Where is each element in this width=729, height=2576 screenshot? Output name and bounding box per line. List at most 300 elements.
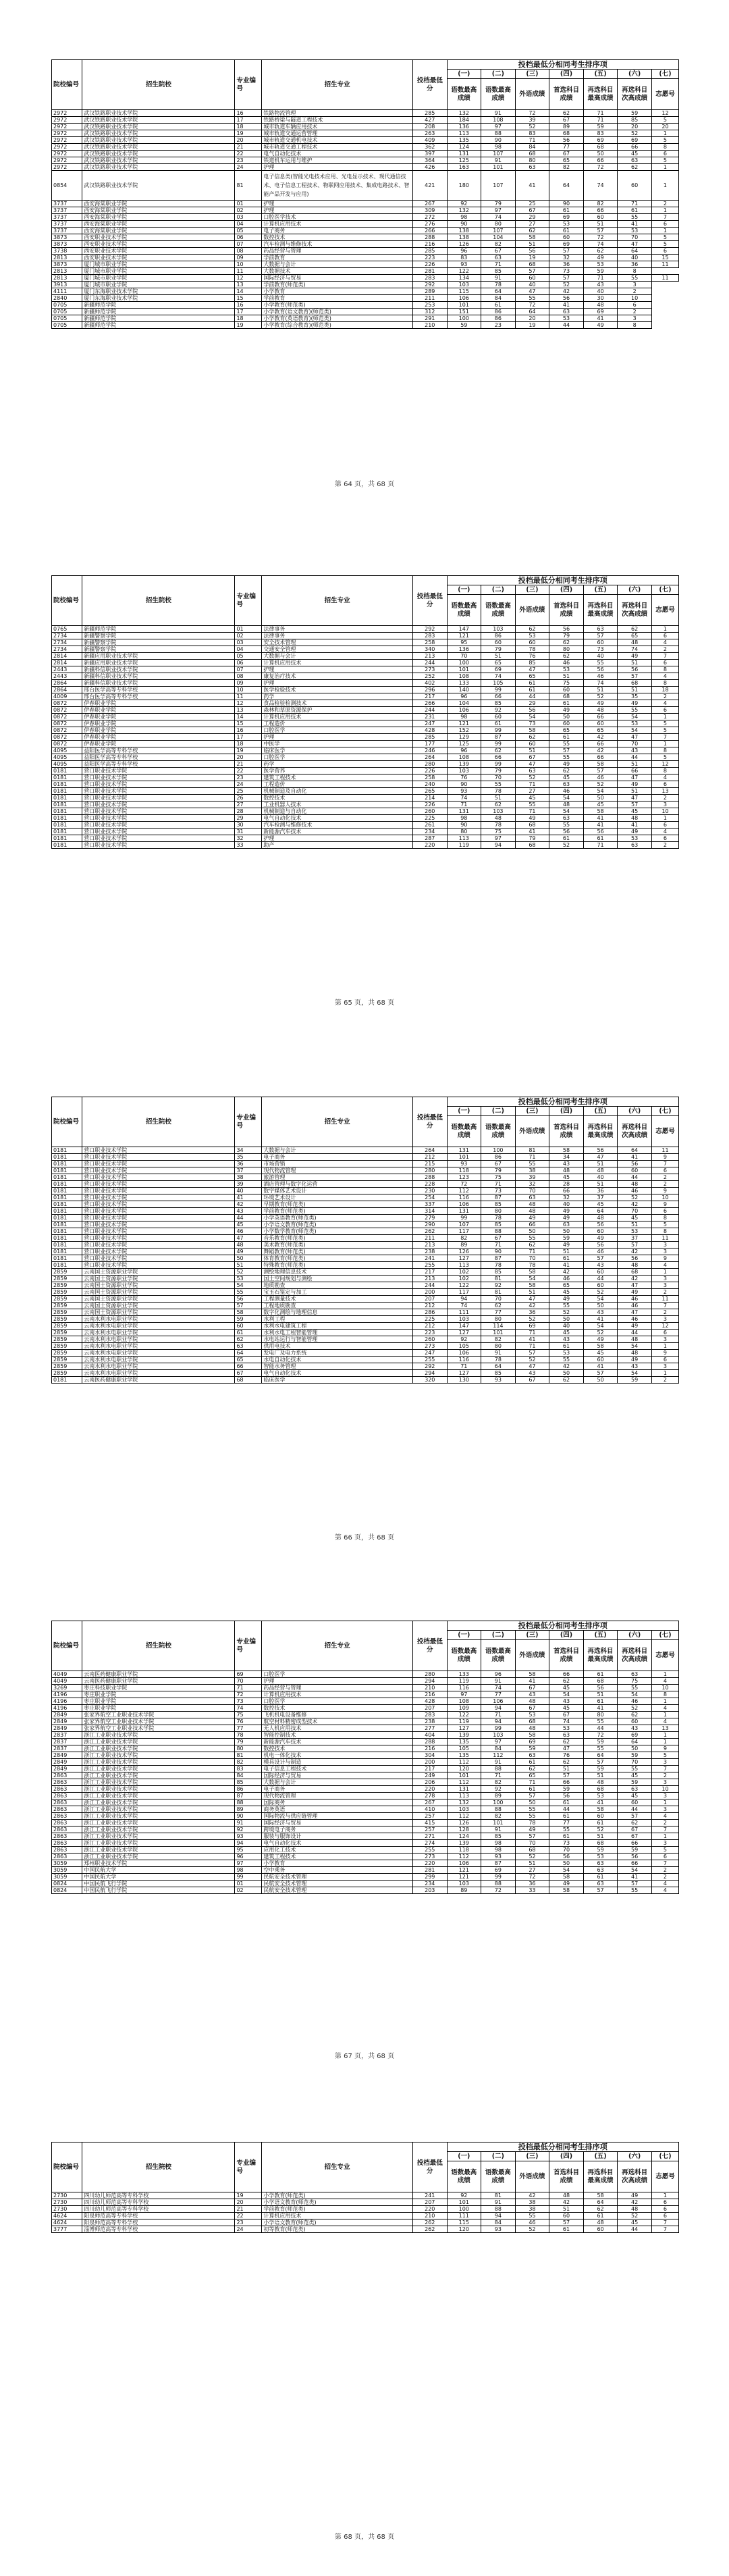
- col-header-rank-num-2: (二): [481, 585, 516, 595]
- table-cell: 101: [481, 1820, 516, 1826]
- table-row: [52, 1296, 679, 1303]
- table-cell: 73: [583, 646, 618, 653]
- table-cell: 营口职业技术学院: [82, 774, 235, 781]
- table-cell: 新疆警察学院: [82, 639, 235, 646]
- table-cell: 城市轨道交通工程技术: [262, 144, 413, 151]
- table-cell: 61: [515, 1786, 549, 1793]
- table-cell: 241: [412, 1255, 447, 1262]
- table-cell: 85: [481, 1370, 516, 1377]
- table-cell: 42: [618, 1201, 652, 1208]
- table-cell: 药品经营与管理: [262, 1685, 413, 1691]
- table-cell: 88: [481, 2206, 516, 2213]
- col-header-rank-label-1: 语数最高成绩: [447, 1116, 481, 1147]
- table-cell: 2859: [52, 1309, 82, 1316]
- table-cell: 2859: [52, 1350, 82, 1357]
- table-cell: 51: [618, 761, 652, 768]
- table-cell: 60: [618, 1799, 652, 1806]
- table-cell: 7: [651, 214, 678, 221]
- table-cell: 428: [412, 727, 447, 734]
- table-cell: 90: [447, 822, 481, 829]
- table-row: [52, 151, 679, 157]
- table-cell: 02: [235, 1887, 262, 1894]
- table-cell: 63: [583, 1867, 618, 1874]
- col-header-school: 招生院校: [82, 1621, 235, 1671]
- table-row: [52, 275, 679, 282]
- table-cell: 1: [651, 1343, 678, 1350]
- table-cell: 100: [447, 2206, 481, 2213]
- table-cell: 8: [618, 268, 652, 275]
- table-row: [52, 282, 679, 288]
- table-cell: 工程地质勘查: [262, 1303, 413, 1309]
- table-cell: 4: [651, 829, 678, 835]
- table-cell: 0181: [52, 1194, 82, 1201]
- table-cell: 12: [651, 761, 678, 768]
- table-cell-major-long: 电子信息类(智能光电技术应用、光电显示技术、现代通信技术、电子信息工程技术、物联网应用技术、集成电路技术、智能产品开发与应用): [262, 171, 413, 201]
- table-cell: 60: [235, 1323, 262, 1330]
- table-cell: 50: [549, 1228, 584, 1235]
- table-cell: 91: [481, 1678, 516, 1685]
- table-cell: 72: [583, 1732, 618, 1739]
- table-cell: 32: [549, 1194, 584, 1201]
- table-cell: 103: [447, 282, 481, 288]
- table-cell: 71: [515, 1343, 549, 1350]
- col-header-rank-label-5: 再选科目最高成绩: [583, 79, 618, 110]
- table-cell: 2813: [52, 268, 82, 275]
- table-cell: 4049: [52, 1678, 82, 1685]
- table-cell: 6: [651, 1357, 678, 1363]
- table-cell: 供用电技术: [262, 1343, 413, 1350]
- table-cell: 260: [412, 808, 447, 815]
- table-row: [52, 754, 679, 761]
- table-cell: 云南水利水电职业学院: [82, 1363, 235, 1370]
- table-cell: 四川幼儿师范高等专科学校: [82, 2206, 235, 2213]
- table-cell: 112: [447, 1813, 481, 1820]
- table-cell: 武汉铁路职业技术学院: [82, 130, 235, 137]
- table-cell: 94: [481, 1705, 516, 1712]
- table-cell: 61: [549, 228, 584, 234]
- table-cell: 61: [549, 1833, 584, 1840]
- table-cell: 56: [618, 666, 652, 673]
- table-cell: 104: [447, 700, 481, 707]
- table-cell: 79: [549, 633, 584, 639]
- table-cell: 3: [651, 1336, 678, 1343]
- table-cell: 57: [549, 275, 584, 282]
- table-cell: 36: [583, 1188, 618, 1194]
- table-cell: 76: [447, 774, 481, 781]
- table-cell: 87: [481, 734, 516, 741]
- table-cell: 55: [515, 1806, 549, 1813]
- table-cell: 59: [549, 1235, 584, 1242]
- table-cell: 38: [515, 2199, 549, 2206]
- table-cell: 62: [549, 1739, 584, 1745]
- table-cell: 220: [412, 1786, 447, 1793]
- table-cell: 9: [651, 1745, 678, 1752]
- table-cell: 86: [481, 1154, 516, 1161]
- table-cell: 营口职业技术学院: [82, 1242, 235, 1248]
- table-cell: 云南水利水电职业学院: [82, 1370, 235, 1377]
- table-cell: 55: [515, 2213, 549, 2219]
- table-cell: 127: [447, 1370, 481, 1377]
- table-cell: 1: [651, 815, 678, 822]
- table-cell: 234: [412, 1881, 447, 1887]
- table-cell: 8: [651, 768, 678, 774]
- table-cell: 28: [549, 1181, 584, 1188]
- table-cell: 医学营养: [262, 768, 413, 774]
- table-cell: 70: [618, 1759, 652, 1766]
- table-cell: 63: [481, 255, 516, 261]
- table-cell: 77: [481, 1309, 516, 1316]
- table-cell: 口腔医学: [262, 1671, 413, 1678]
- table-cell: 2863: [52, 1847, 82, 1854]
- table-cell: 291: [412, 315, 447, 322]
- table-cell: 48: [618, 1350, 652, 1357]
- table-cell: 66: [618, 144, 652, 151]
- table-cell: 中国民航大学: [82, 1867, 235, 1874]
- table-cell: 106: [447, 1860, 481, 1867]
- table-cell: 119: [447, 1718, 481, 1725]
- table-cell: 287: [412, 835, 447, 842]
- page-footer: 第 68 页，共 68 页: [334, 2533, 395, 2541]
- table-cell: 益阳医学高等专科学校: [82, 761, 235, 768]
- table-cell: 2972: [52, 157, 82, 164]
- table-row: [52, 639, 679, 646]
- table-row: [52, 1820, 679, 1826]
- table-cell: 8: [651, 680, 678, 687]
- table-cell: 80: [549, 646, 584, 653]
- table-cell: 76: [235, 1718, 262, 1725]
- table-cell: 2: [651, 693, 678, 700]
- table-header: [52, 576, 679, 626]
- table-cell: 58: [515, 1732, 549, 1739]
- table-cell: 80: [481, 1343, 516, 1350]
- table-cell: 4: [651, 1718, 678, 1725]
- table-cell: 52: [515, 1357, 549, 1363]
- table-cell: 27: [515, 221, 549, 228]
- table-cell: 0181: [52, 1208, 82, 1215]
- table-cell: 64: [549, 171, 584, 201]
- table-cell: 85: [481, 1221, 516, 1228]
- table-cell: 营口职业技术学院: [82, 788, 235, 795]
- col-header-rank-num-4: (四): [549, 2152, 584, 2161]
- table-cell: 计算机应用技术: [262, 2213, 413, 2219]
- table-cell: 6: [651, 221, 678, 228]
- table-cell: 79: [481, 201, 516, 207]
- table-cell: 46: [618, 1303, 652, 1309]
- table-cell: 225: [412, 815, 447, 822]
- table-cell: 舞蹈教育(师范类): [262, 1248, 413, 1255]
- table-cell: 50: [583, 1377, 618, 1384]
- table-cell: 71: [583, 110, 618, 117]
- table-cell: 77: [549, 144, 584, 151]
- table-cell: 55: [618, 707, 652, 714]
- table-cell: 民航安全技术管理: [262, 1881, 413, 1887]
- table-cell: 49: [618, 1289, 652, 1296]
- table-cell: 浙江工业职业技术学院: [82, 1854, 235, 1860]
- table-cell: 96: [447, 248, 481, 255]
- table-cell: 2: [651, 1820, 678, 1826]
- table-cell: 01: [235, 1881, 262, 1887]
- table-cell: 200: [412, 1759, 447, 1766]
- table-cell: 91: [481, 1759, 516, 1766]
- table-cell: 2849: [52, 1718, 82, 1725]
- table-row: [52, 117, 679, 124]
- table-cell: 音乐教育(师范类): [262, 1235, 413, 1242]
- col-header-major: 招生专业: [262, 1621, 413, 1671]
- table-cell: 11: [651, 261, 678, 268]
- table-cell: 75: [235, 1712, 262, 1718]
- col-header-rank-num-1: (一): [447, 585, 481, 595]
- table-cell: 45: [618, 808, 652, 815]
- table-cell: 1: [651, 1269, 678, 1276]
- table-cell: 10: [651, 1786, 678, 1793]
- table-cell: 81: [235, 1752, 262, 1759]
- table-cell: 44: [618, 754, 652, 761]
- table-cell: 5: [651, 157, 678, 164]
- table-cell: 71: [583, 275, 618, 282]
- table-row: [52, 1725, 679, 1732]
- header-row-1: [52, 60, 679, 70]
- table-cell: 云南水利水电职业学院: [82, 1357, 235, 1363]
- table-cell: 113: [447, 1262, 481, 1269]
- table-cell: 西安职业技术学院: [82, 241, 235, 248]
- table-cell: 阳泉师范高等专科学校: [82, 2219, 235, 2226]
- table-cell: 74: [583, 241, 618, 248]
- col-header-rank-label-4: 首选科目成绩: [549, 1640, 584, 1671]
- table-row: [52, 1759, 679, 1766]
- table-cell: 武汉铁路职业技术学院: [82, 124, 235, 130]
- table-cell: 11: [651, 1235, 678, 1242]
- table-cell: 45: [235, 1221, 262, 1228]
- col-header-rank-num-6: (六): [618, 1631, 652, 1640]
- table-cell: 中医学: [262, 741, 413, 747]
- table-cell: 58: [235, 1309, 262, 1316]
- table-cell: 57: [583, 1759, 618, 1766]
- table-cell: 2837: [52, 1745, 82, 1752]
- table-cell: 69: [481, 1867, 516, 1874]
- table-cell: 7: [651, 1766, 678, 1772]
- table-cell: 护理: [262, 164, 413, 171]
- table-cell: 浙江工业职业技术学院: [82, 1833, 235, 1840]
- table-cell: 152: [447, 727, 481, 734]
- table-cell: 60: [549, 720, 584, 727]
- table-cell: 99: [447, 1215, 481, 1221]
- table-cell: 93: [447, 261, 481, 268]
- table-cell: 2730: [52, 2199, 82, 2206]
- table-cell: 2734: [52, 646, 82, 653]
- table-cell: 210: [412, 1685, 447, 1691]
- table-cell: 66: [618, 1840, 652, 1847]
- table-cell: 98: [481, 1847, 516, 1854]
- table-cell: 75: [481, 829, 516, 835]
- table-cell: 41: [583, 1316, 618, 1323]
- table-row: [52, 1718, 679, 1725]
- table-cell: 33: [515, 1887, 549, 1894]
- table-cell: 72: [583, 164, 618, 171]
- table-cell: 131: [447, 1147, 481, 1154]
- table-cell: 51: [515, 747, 549, 754]
- table-cell: 枣庄职业学院: [82, 1698, 235, 1705]
- table-cell: 267: [412, 1799, 447, 1806]
- table-cell: 68: [583, 1840, 618, 1847]
- table-cell: 139: [447, 1840, 481, 1847]
- table-row: [52, 1201, 679, 1208]
- table-cell: 184: [447, 117, 481, 124]
- table-cell: 伊春职业学院: [82, 734, 235, 741]
- table-cell: 91: [481, 1826, 516, 1833]
- table-cell: 44: [583, 1725, 618, 1732]
- table-cell: 272: [412, 214, 447, 221]
- table-cell: 计算机应用技术: [262, 1691, 413, 1698]
- table-cell: 新疆师范学院: [82, 626, 235, 633]
- table-cell: 3269: [52, 1685, 82, 1691]
- table-cell: 59: [618, 1779, 652, 1786]
- table-cell: 助产: [262, 842, 413, 849]
- table-cell: 217: [412, 1766, 447, 1772]
- table-cell: 7: [651, 1303, 678, 1309]
- table-cell: 68: [549, 130, 584, 137]
- table-cell: 58: [515, 727, 549, 734]
- table-cell: 早期教育(师范类): [262, 1201, 413, 1208]
- table-cell: 41: [583, 822, 618, 829]
- table-cell: 66: [618, 1860, 652, 1867]
- table-cell: 43: [583, 282, 618, 288]
- table-cell: 52: [583, 1330, 618, 1336]
- table-cell: 71: [515, 781, 549, 788]
- score-table: [51, 2142, 679, 2233]
- table-cell: 5: [651, 241, 678, 248]
- table-cell: 19: [235, 322, 262, 329]
- table-cell: 小学数学教育(师范类): [262, 1228, 413, 1235]
- table-cell: 255: [412, 1357, 447, 1363]
- table-cell: 浙江工业职业技术学院: [82, 1759, 235, 1766]
- table-cell: 58: [583, 1343, 618, 1350]
- table-cell: 57: [618, 673, 652, 680]
- table-cell: 电气自动化技术: [262, 815, 413, 822]
- col-header-rank-label-2: 语数最高成绩: [481, 1116, 516, 1147]
- col-header-rank-group: 投档最低分相同考生排序项: [447, 60, 678, 70]
- table-cell: 257: [412, 1826, 447, 1833]
- table-cell: 2859: [52, 1323, 82, 1330]
- table-cell: 64: [235, 1350, 262, 1357]
- table-cell: 88: [235, 1799, 262, 1806]
- table-cell: 41: [235, 1194, 262, 1201]
- col-header-rank-label-7: 志愿号: [651, 79, 678, 110]
- table-cell: 71: [481, 1772, 516, 1779]
- table-cell: 2734: [52, 633, 82, 639]
- table-cell: 46: [583, 1248, 618, 1255]
- table-cell: 73: [515, 720, 549, 727]
- table-cell: 05: [235, 228, 262, 234]
- table-cell: 2863: [52, 1779, 82, 1786]
- col-header-rank-label-7: 志愿号: [651, 2161, 678, 2192]
- table-cell: 105: [447, 1745, 481, 1752]
- table-cell: 电气自动化技术: [262, 1370, 413, 1377]
- table-cell: 85: [481, 1269, 516, 1276]
- table-cell: 108: [447, 673, 481, 680]
- table-row: [52, 774, 679, 781]
- table-cell: 83: [447, 255, 481, 261]
- table-cell: 4624: [52, 2219, 82, 2226]
- table-cell: 71: [447, 1363, 481, 1370]
- table-header: [52, 1621, 679, 1671]
- table-cell: 水利工程: [262, 1316, 413, 1323]
- table-cell: 42: [549, 1363, 584, 1370]
- table-row: [52, 1732, 679, 1739]
- table-cell: 浙江工业职业技术学院: [82, 1793, 235, 1799]
- table-cell: 武汉铁路职业技术学院: [82, 157, 235, 164]
- col-header-rank-label-5: 再选科目最高成绩: [583, 2161, 618, 2192]
- table-cell: 238: [412, 1248, 447, 1255]
- table-cell: 41: [583, 1799, 618, 1806]
- table-cell: 07: [235, 666, 262, 673]
- table-cell: 2863: [52, 1786, 82, 1793]
- table-cell: 66: [583, 157, 618, 164]
- table-cell: 66: [583, 754, 618, 761]
- table-cell: 47: [515, 1363, 549, 1370]
- table-cell: 279: [412, 1215, 447, 1221]
- table-cell: 49: [618, 700, 652, 707]
- table-cell: 62: [549, 1678, 584, 1685]
- table-cell: 29: [515, 700, 549, 707]
- table-cell: 133: [447, 680, 481, 687]
- table-cell: 60: [515, 741, 549, 747]
- table-cell: 80: [481, 221, 516, 228]
- table-cell: 71: [583, 842, 618, 849]
- table-cell: 浙江工业职业技术学院: [82, 1779, 235, 1786]
- table-cell: 2863: [52, 1854, 82, 1860]
- table-cell: 7: [651, 2219, 678, 2226]
- table-cell: 2730: [52, 2206, 82, 2213]
- col-header-rank-label-5: 再选科目最高成绩: [583, 595, 618, 626]
- table-cell: 54: [583, 1296, 618, 1303]
- table-cell: 63: [618, 1671, 652, 1678]
- table-cell: 09: [235, 680, 262, 687]
- table-cell: 210: [412, 322, 447, 329]
- header-row-1: [52, 576, 679, 585]
- table-cell: 42: [235, 1201, 262, 1208]
- table-cell: 44: [618, 2226, 652, 2233]
- table-cell: 2859: [52, 1336, 82, 1343]
- table-cell: 71: [481, 1712, 516, 1718]
- table-cell: 营口职业技术学院: [82, 822, 235, 829]
- table-cell: 4: [651, 1881, 678, 1887]
- table-cell: 2972: [52, 124, 82, 130]
- table-cell: 0705: [52, 315, 82, 322]
- table-cell: 0872: [52, 700, 82, 707]
- table-cell: 58: [583, 1806, 618, 1813]
- table-cell: 48: [549, 801, 584, 808]
- table-cell: 71: [515, 1248, 549, 1255]
- table-row: [52, 228, 679, 234]
- table-cell: 73: [235, 1698, 262, 1705]
- table-cell: 60: [583, 639, 618, 646]
- table-cell: 无人机应用技术: [262, 1725, 413, 1732]
- table-cell: 武汉铁路职业技术学院: [82, 164, 235, 171]
- table-cell: 101: [447, 1772, 481, 1779]
- table-cell: 云南水利水电职业学院: [82, 1330, 235, 1336]
- table-body: [52, 1671, 679, 1894]
- table-cell: 11: [651, 275, 678, 282]
- table-cell: 50: [515, 1228, 549, 1235]
- table-cell: 13: [651, 788, 678, 795]
- table-cell: 214: [412, 795, 447, 801]
- table-cell: 云南国土资源职业学院: [82, 1303, 235, 1309]
- table-cell: 139: [447, 761, 481, 768]
- table-row: [52, 322, 679, 329]
- table-cell: 15: [235, 295, 262, 302]
- table-cell: 48: [618, 1181, 652, 1188]
- table-cell: 云南水利水电职业学院: [82, 1316, 235, 1323]
